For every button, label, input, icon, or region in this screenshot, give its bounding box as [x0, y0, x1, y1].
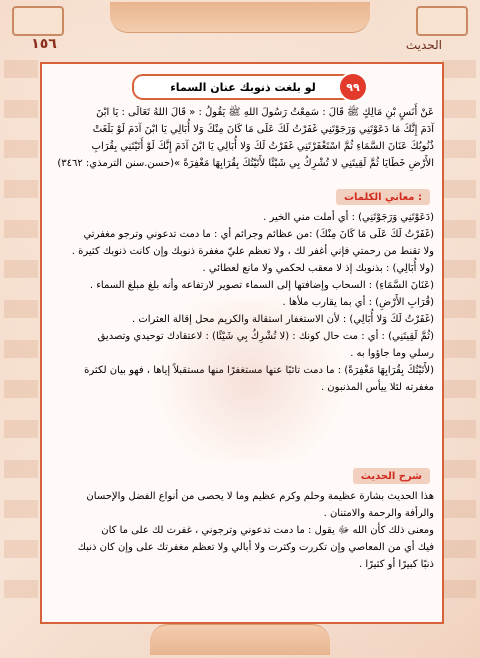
vocab-item: (ولا أُبَالِي) : بذنوبك إذ لا معقب لحكمي ولا مانع لعطائي . [202, 263, 434, 274]
vocab-item: (غَفَرْتُ لَكَ وَلا أُبَالِي) : لأن الاستغفار استقالة والكريم محل إقالة العثرات . [132, 314, 434, 325]
hadith-line: الأَرْضِ خَطَايَا ثُمَّ لَقِيتَنِي لا تُشْرِكُ بِي شَيْئًا لأَتَيْتُكَ بِقُرَابِهَا مَغْفِرَةً »(حسن.سنن الترمذي: ٣٤٦٢) [57, 158, 434, 169]
explanation-line: ومعنى ذلك كأن الله ﷻ يقول : ما دمت تدعوني وترجوني ، غفرت لك على ما كان [101, 525, 434, 536]
vocab-item: ولا تقنط من رحمتي فإني أغفر لك ، ولا تعظم عليّ مغفرة ذنوبك وإن كانت ذنوبك كثيرة . [71, 246, 434, 257]
vocab-item: مغفرته لئلا ييأس المذنبون . [320, 382, 434, 393]
vocab-item: (لأَتَيْتُكَ بِقُرَابِهَا مَغْفِرَةً) : ما دمت تائبًا عنها مستغفرًا منها مستقبلاً إياها ، فهو بيان لكثرة [84, 365, 434, 376]
book-icon [12, 6, 64, 36]
explanation-line: ذنبًا كبيرًا أو كثيرًا . [359, 559, 434, 570]
top-calligraphy-banner [110, 2, 370, 33]
bottom-calligraphy-banner [150, 624, 330, 655]
hadith-line: آدَمَ إِنَّكَ مَا دَعَوْتَنِي وَرَجَوْتَنِي غَفَرْتُ لَكَ عَلَى مَا كَانَ مِنْكَ وَلا أُبَالِي يَا ابْنَ آدَمَ لَوْ بَلَغَتْ [92, 124, 434, 135]
explanation-line: هذا الحديث بشارة عظيمة وحلم وكرم عظيم وما لا يحصى من أنواع الفضل والإحسان [86, 491, 434, 502]
hadith-title-bar [132, 74, 366, 100]
hadith-line: ذُنُوبُكَ عَنَانَ السَّمَاءِ ثُمَّ اسْتَغْفَرْتَنِي غَفَرْتُ لَكَ وَلا أُبَالِي يَا ابْنَ آدَمَ إِنَّكَ لَوْ أَتَيْتَنِي بِقُرَابِ [91, 141, 434, 152]
vocab-item: (دَعَوْتَنِي وَرَجَوْتَنِي) : أي أملت مني الخير . [263, 212, 434, 223]
hadith-title: لو بلغت ذنوبك عنان السماء [170, 80, 316, 94]
vocab-item: (قُرَابِ الأَرْضِ) : أي بما يقارب ملأها . [282, 297, 434, 308]
vocab-heading: معاني الكلمات : [336, 189, 430, 205]
vocab-item: (عَنَانَ السَّمَاءِ) : السحاب وإضافتها إلى السماء تصوير لارتفاعه وأنه بلغ مبلغ السماء . [89, 280, 434, 291]
hadith-line: عَنْ أَنَسٍ بْنِ مَالِكٍ ﷺ قَالَ : سَمِعْتُ رَسُولَ اللهِ ﷺ يَقُولُ : « قَالَ اللهُ تَعَالَى : يَا ابْنَ [96, 107, 434, 118]
section-label: الحديث [405, 38, 442, 52]
hadith-number-badge: ٩٩ [338, 72, 368, 102]
book-icon [416, 6, 468, 36]
page-number: ١٥٦ [31, 36, 57, 52]
hadith-text [50, 104, 434, 172]
explanation-line: فيك أي من المعاصي وإن تكررت وكثرت ولا أبالي ولا تعظم مغفرتك على وإن كان ذنبك [77, 542, 434, 553]
vocab-item: (ثُمَّ لَقِيتَنِي) : أي : مت حال كونك : (لا تُشْرِكُ بِي شَيْئًا) : لاعتقادك توحيدي وتصديق [97, 331, 434, 342]
explanation-line: والرأفة والرحمة والامتنان . [323, 508, 434, 519]
vocab-item: (غَفَرْتُ لَكَ عَلَى مَا كَانَ مِنْكَ) :من عظائم وجرائم أي : ما دمت تدعوني وترجو مغفرتي [83, 229, 434, 240]
explanation-text [50, 488, 434, 573]
right-ornament [442, 60, 476, 600]
vocab-item: رسلي وما جاؤوا به . [350, 348, 434, 359]
watermark-logo [140, 300, 360, 460]
explanation-heading: شرح الحديث [353, 468, 430, 484]
left-ornament [4, 60, 38, 600]
